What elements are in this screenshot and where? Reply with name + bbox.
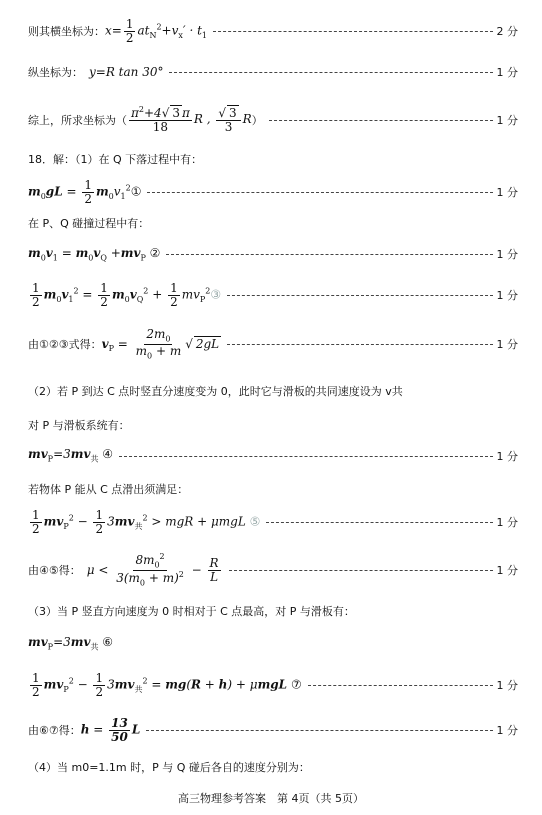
score: 1 分 xyxy=(496,516,518,529)
line-mu-result xyxy=(28,550,518,590)
collision-intro-text: 在 P、Q 碰撞过程中有： xyxy=(28,217,150,230)
line-final-coordinate xyxy=(28,98,518,142)
dotted-leader xyxy=(166,254,492,255)
score: 1 分 xyxy=(496,289,518,302)
score: 1 分 xyxy=(496,66,518,79)
dotted-leader xyxy=(229,570,493,571)
dotted-leader xyxy=(269,120,493,121)
part-3-heading xyxy=(28,602,518,620)
equation-1: $m_0gL$ = $\frac{1}{2}$ $m_0v_1^2①$ xyxy=(28,177,142,206)
line-energy-equation xyxy=(28,176,518,208)
equation-y-coordinate: y=R tan 30° xyxy=(89,65,164,79)
score: 1 分 xyxy=(496,248,518,261)
dotted-leader xyxy=(213,31,493,32)
system-intro-text: 对 P 与滑板系统有： xyxy=(28,419,130,432)
dotted-leader xyxy=(146,730,492,731)
line-momentum-system xyxy=(28,446,518,466)
part-4-heading xyxy=(28,758,518,776)
condition-intro xyxy=(28,480,518,498)
system-intro xyxy=(28,416,518,434)
equation-7: $\frac{1}{2}$ $mv_P^2$ − $\frac{1}{2}$ $3mv_共^2 = mg(R + h) + \mu mgL$ ⑦ xyxy=(32,670,302,699)
part-3-text: （3）当 P 竖直方向速度为 0 时相对于 C 点最高，对 P 与滑板有： xyxy=(28,605,355,618)
dotted-leader xyxy=(147,192,492,193)
equation-2: $m_0v_1 = m_0v_Q +mv_P$ ② xyxy=(28,245,161,263)
score: 1 分 xyxy=(496,564,518,577)
equation-vp: $v_P$ = $\frac{2m_0}{m_0 + m}$ √ 2gL xyxy=(101,326,220,360)
part-2-heading xyxy=(28,382,518,400)
part-2-text: （2）若 P 到达 C 点时竖直分速度变为 0，此时它与滑板的共同速度设为 v共 xyxy=(28,385,403,398)
line-energy-condition xyxy=(28,506,518,538)
score: 1 分 xyxy=(496,186,518,199)
dotted-leader xyxy=(227,344,492,345)
equation-4: $mv_P=3mv_共$ ④ xyxy=(28,447,114,464)
score: 1 分 xyxy=(496,450,518,463)
condition-intro-text: 若物体 P 能从 C 点滑出须满足： xyxy=(28,483,189,496)
page-footer: 高三物理参考答案 第 4页（共 5页） xyxy=(178,792,364,805)
closing-paren: ） xyxy=(251,114,263,127)
line-momentum-part3 xyxy=(28,634,518,654)
equation-3: $\frac{1}{2}$ $m_0v_1^2$ = $\frac{1}{2}$ $m_0v_Q^2$ + $\frac{1}{2}$ $mv_P^2③$ xyxy=(32,280,222,309)
label-mu-result: 由④⑤得： xyxy=(28,564,81,577)
line-x-coordinate xyxy=(28,14,518,48)
label-h-result: 由⑥⑦得： xyxy=(28,724,81,737)
label-x-coordinate: 则其横坐标为： xyxy=(28,25,105,38)
score: 1 分 xyxy=(496,114,518,127)
label-final-coordinate: 综上，所求坐标为（ xyxy=(28,114,127,127)
score: 1 分 xyxy=(496,338,518,351)
line-energy-part3 xyxy=(28,668,518,702)
dotted-leader xyxy=(266,522,492,523)
question-18-heading xyxy=(28,150,518,168)
score: 1 分 xyxy=(496,724,518,737)
part-4-text: （4）当 m0=1.1m 时，P 与 Q 碰后各自的速度分别为： xyxy=(28,761,310,774)
line-h-result xyxy=(28,712,518,748)
equation-h: h = $\frac{13}{50}$ L xyxy=(80,715,141,744)
dotted-leader xyxy=(308,685,493,686)
heading-text: 18．解：（1）在 Q 下落过程中有： xyxy=(28,153,203,166)
line-momentum-equation xyxy=(28,244,518,264)
score: 2 分 xyxy=(496,25,518,38)
equation-mu: μ < $\frac{8m_0^2}{3(m_0 + m)^2}$ − $\frac{R}{L}$ xyxy=(86,551,219,587)
equation-6: $mv_P=3mv_共$ ⑥ xyxy=(28,635,114,652)
label-vp-result: 由①②③式得： xyxy=(28,338,102,351)
equation-final-coordinate: $\frac{\pi^2+4√ 3 \pi}{18}$ R , $\frac{√ 3}{3}$ R xyxy=(131,105,252,134)
collision-intro xyxy=(28,214,518,232)
dotted-leader xyxy=(169,72,492,73)
equation-x-coordinate: x= $\frac{1}{2}$ $at_N^2+v_x' \cdot t_1$ xyxy=(105,16,207,45)
line-vp-result xyxy=(28,324,518,364)
line-kinetic-energy-equation xyxy=(28,278,518,312)
dotted-leader xyxy=(119,456,492,457)
label-y-coordinate: 纵坐标为： xyxy=(28,66,83,79)
equation-5: $\frac{1}{2}$ $mv_P^2$ − $\frac{1}{2}$ $3mv_共^2$ > mgR + μmgL ⑤ xyxy=(32,507,261,536)
line-y-coordinate xyxy=(28,62,518,82)
score: 1 分 xyxy=(496,679,518,692)
dotted-leader xyxy=(227,295,492,296)
